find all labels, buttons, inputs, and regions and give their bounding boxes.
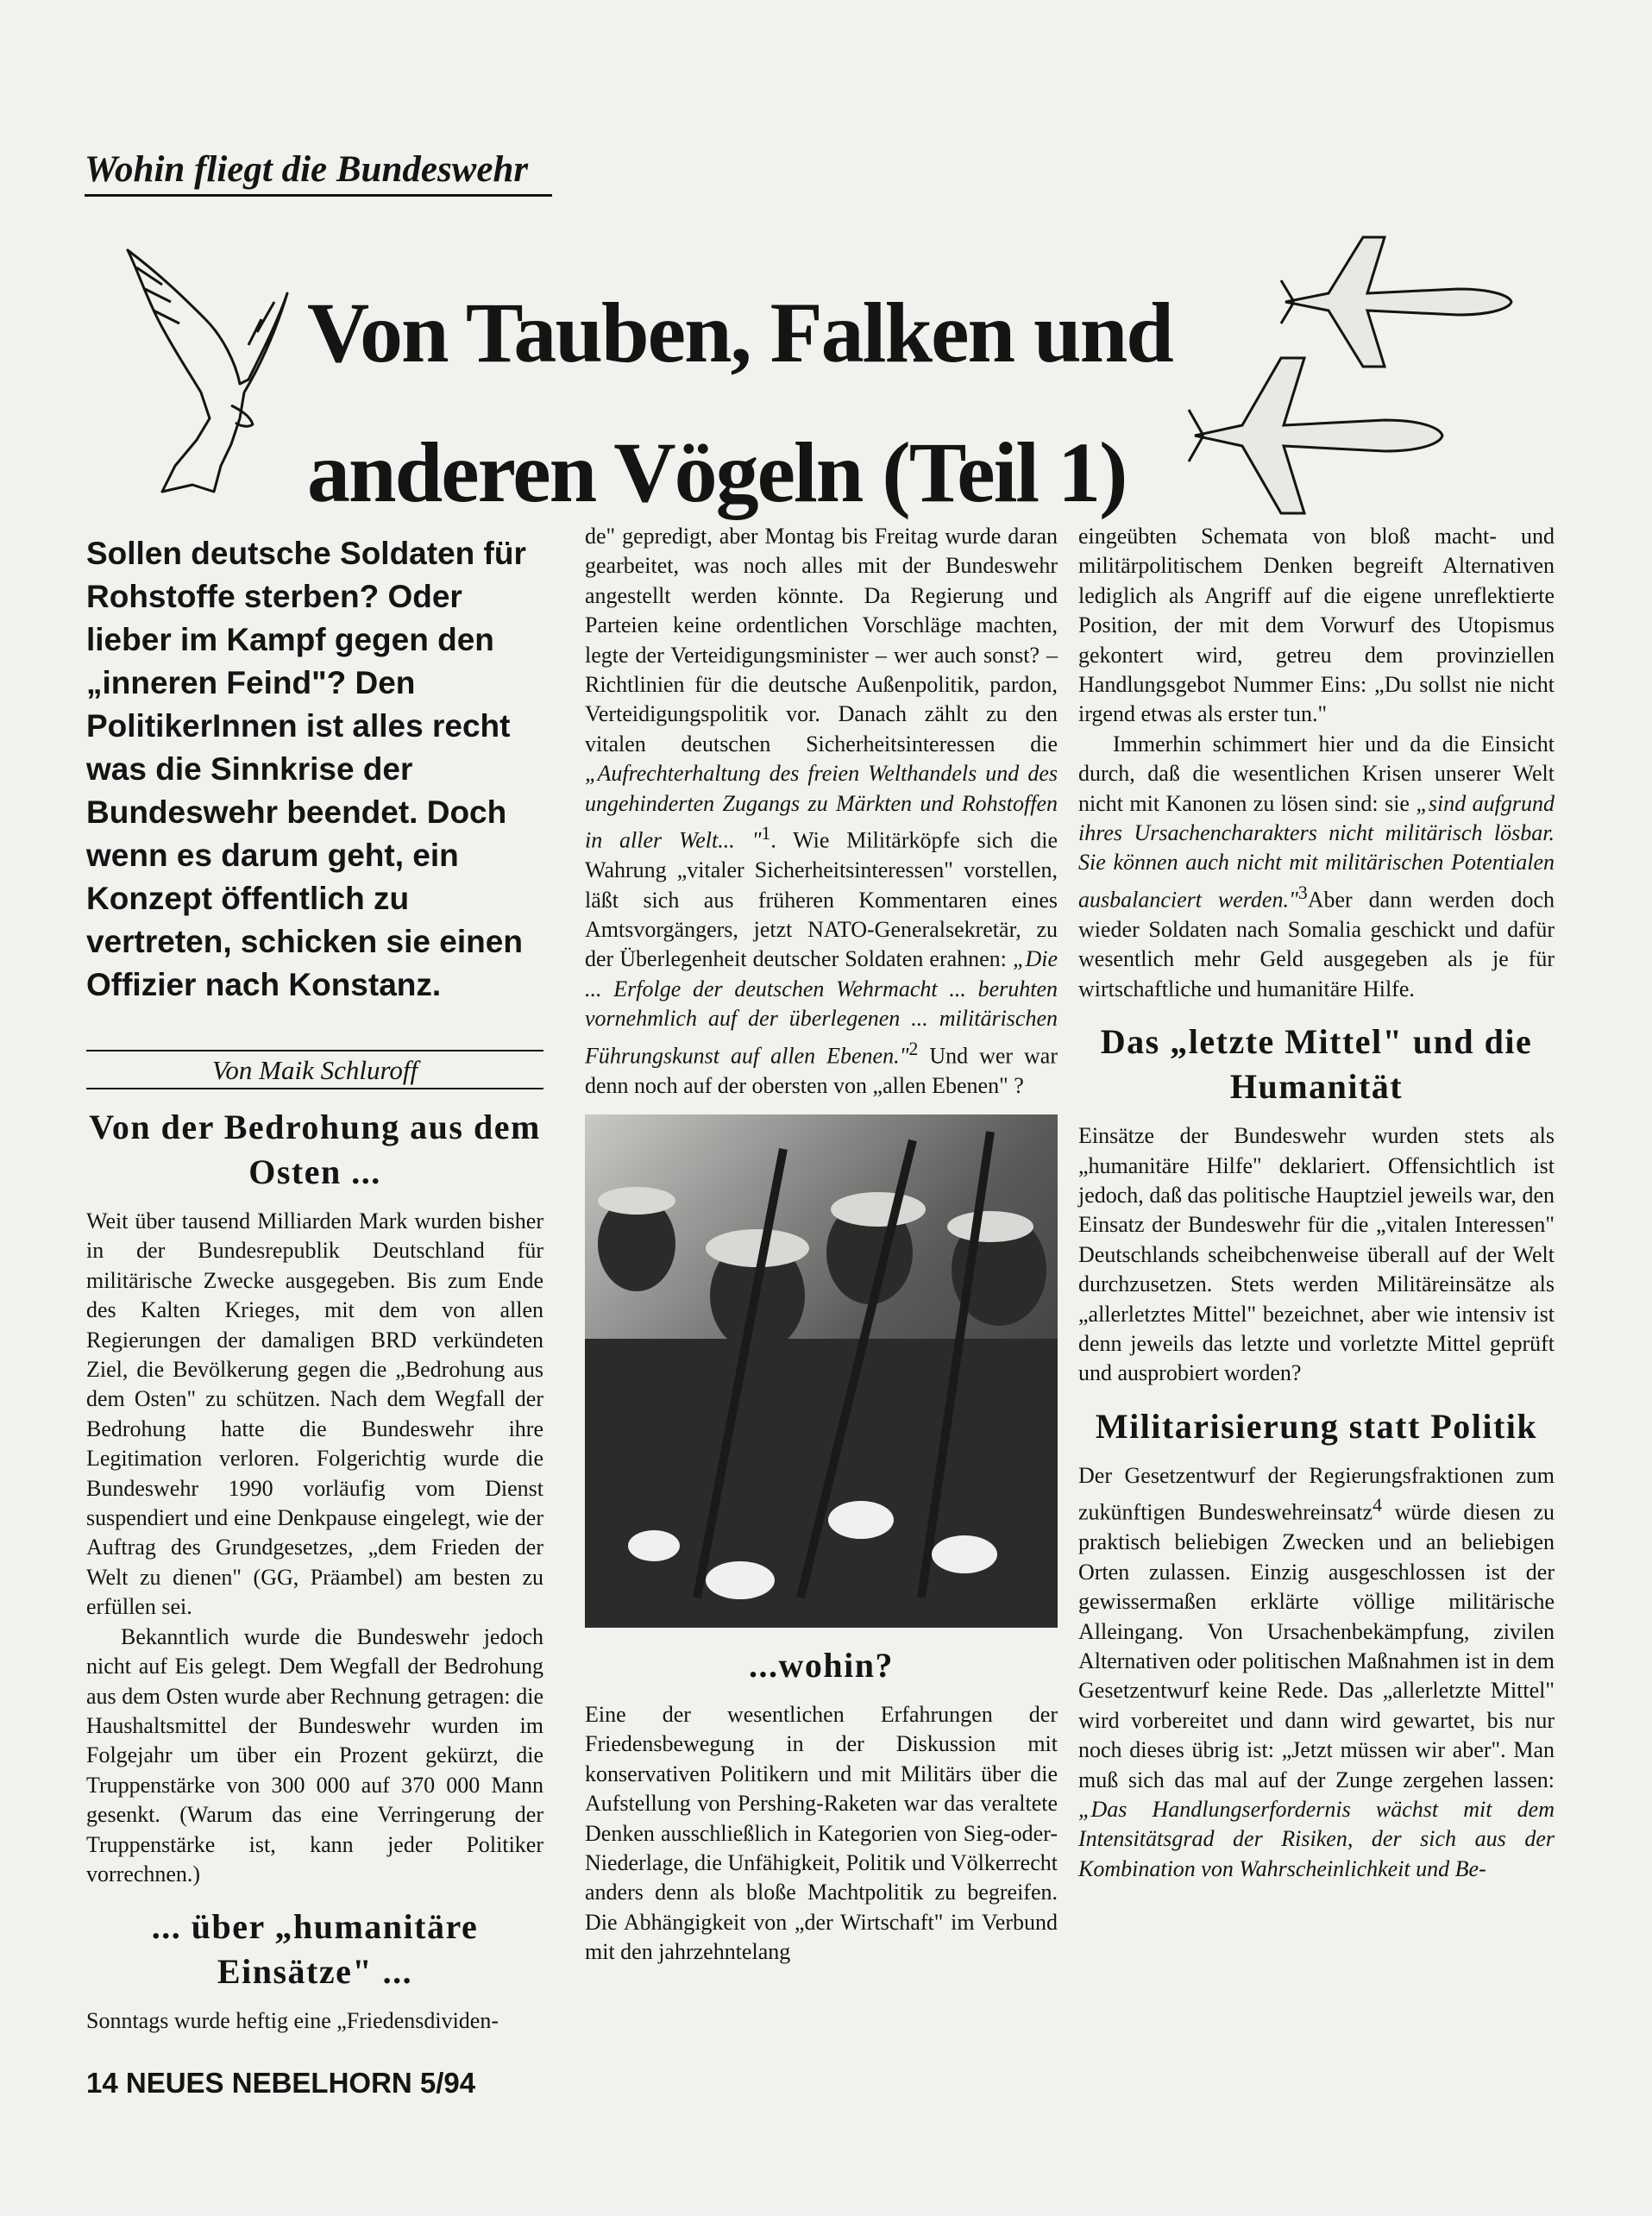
quote: „Aufrechterhaltung des freien Welthandels und des ungehinderten Zugangs zu Märkten und Rohstoffen in aller Welt... " <box>585 761 1058 853</box>
footnote-ref: 2 <box>908 1038 919 1059</box>
subhead-letzte-mittel: Das „letzte Mittel" und die Humanität <box>1100 1022 1533 1107</box>
quote: „sind aufgrund ihres Ursachencharakters nicht militärisch lösbar. Sie können auch nicht mit militärischen Potentialen ausbalanciert werden." <box>1078 790 1555 913</box>
paragraph <box>1078 1461 1555 1884</box>
text: de" gepredigt, aber Montag bis Freitag wurde daran gearbeitet, was noch alles mit der Bundeswehr angestellt werden könnte. Da Regierung und Parteien keine ordentlichen Vorschläge machten, legte der Verteidigungsminister – wer auch sonst? – Richtlinien für die deutsche Außenpolitik, pardon, Verteidigungspolitik vor. Danach zählt zu den vitalen deutschen Sicherheitsinteressen die <box>585 524 1058 756</box>
column-1 <box>86 522 543 2037</box>
paragraph: Weit über tausend Milliarden Mark wurden bisher in der Bundesrepublik Deutschland für militärische Zwecke ausgegeben. Bis zum Ende des Kalten Krieges, mit dem von allen Regierungen der damaligen BRD verkündeten Ziel, die Bevölkerung gegen die „Bedrohung aus dem Osten" zu schützen. Nach dem Wegfall der Bedrohung hatte die Bundeswehr ihre Legitimation verloren. Folgerichtig wurde die Bundeswehr 1990 vorläufig vom Dienst suspendiert und eine Denkpause eingelegt, wie der Auftrag des Grundgesetzes, „dem Frieden der Welt zu dienen" (GG, Präambel) am besten zu erfüllen sei. <box>86 1208 543 1620</box>
airplane-icon <box>1182 341 1449 522</box>
byline: Von Maik Schluroff <box>86 1052 543 1089</box>
soldiers-photo <box>585 1114 1058 1628</box>
column-2 <box>585 522 1058 1968</box>
footnote-ref: 1 <box>761 823 771 844</box>
subhead-wohin: ...wohin? <box>749 1646 894 1686</box>
text: Und wer war denn noch auf der obersten von „allen Ebenen" ? <box>585 1043 1058 1098</box>
text: Aber dann werden doch wieder Soldaten nach Somalia geschickt und dafür wesentlich mehr Geld ausgegeben als je für wirtschaftliche und humanitäre Hilfe. <box>1078 887 1555 1001</box>
text: würde diesen zu praktisch beliebigen Zwecken und an beliebigen Orten zulassen. Einzig ausgeschlossen ist der gewissermaßen erklärte völlige militärische Alleingang. Von Ursachenbekämpfung, zivilen Alternativen oder politischen Maßnahmen ist in dem Gesetzentwurf keine Rede. Das „allerletzte Mittel" wird vorbereitet und dann wird gewartet, bis nur noch dieses übrig ist: „Jetzt müssen wir aber". Man muß sich das mal auf der Zunge zergehen lassen: <box>1078 1499 1555 1792</box>
headline <box>307 263 1256 543</box>
footnote-ref: 3 <box>1297 882 1308 903</box>
eagle-icon <box>110 233 309 509</box>
headline-line2: anderen Vögeln (Teil 1) <box>307 424 1127 520</box>
footnote-ref: 4 <box>1372 1495 1382 1516</box>
paragraph: Bekanntlich wurde die Bundeswehr jedoch nicht auf Eis gelegt. Dem Wegfall der Bedrohung aus dem Osten wurde aber Rechnung getragen: die Haushaltsmittel der Bundeswehr wurden im Folgejahr um über ein Prozent gekürzt, die Truppenstärke von 300 000 auf 370 000 Mann gesenkt. (Warum das eine Verringerung der Truppenstärke ist, kann jeder Politiker vorrechnen.) <box>86 1623 543 1886</box>
subhead-bedrohung: Von der Bedrohung aus dem Osten ... <box>89 1108 541 1191</box>
lead-paragraph: Sollen deutsche Soldaten für Rohstoffe sterben? Oder lieber im Kampf gegen den „inneren Feind"? Den PolitikerInnen ist alles recht was die Sinnkrise der Bundeswehr beendet. Doch wenn es darum geht, ein Konzept öffentlich zu vertreten, schicken sie einen Offizier nach Konstanz. <box>86 536 526 1002</box>
paragraph <box>1078 730 1555 1004</box>
subhead-humanitaere-einsaetze: ... über „humanitäre Einsätze" ... <box>151 1907 479 1992</box>
headline-line1: Von Tauben, Falken und <box>307 285 1172 380</box>
text: . Wie Militärköpfe sich die Wahrung „vitaler Sicherheitsinteressen" vorstellen, läßt sich aus früheren Kommentaren eines Amtsvorgängers, jetzt NATO-Generalsekretär, zu der Überlegenheit deutscher Soldaten erahnen: <box>585 827 1058 972</box>
page-footer: 14 NEUES NEBELHORN 5/94 <box>86 2067 476 2099</box>
paragraph: eingeübten Schemata von bloß macht- und militärpolitischem Denken begreift Alternativen lediglich als Angriff auf die eigene unreflektierte Position, der mit dem Vorwurf des Utopismus gekontert wird, getreu dem provinziellen Handlungsgebot Nummer Eins: „Du sollst nie nicht irgend etwas als erster tun." <box>1078 524 1555 727</box>
paragraph <box>585 522 1058 1101</box>
paragraph: Sonntags wurde heftig eine „Friedensdividen- <box>86 2008 499 2034</box>
paragraph: Eine der wesentlichen Erfahrungen der Friedensbewegung in der Diskussion mit konservativen Politikern und mit Militärs über die Aufstellung von Pershing-Raketen war das veraltete Denken ausschließlich in Kategorien von Sieg-oder-Niederlage, die Unfähigkeit, Politik und Völkerrecht anders denn als bloße Machtpolitik zu begreifen. Die Abhängigkeit von „der Wirtschaft" im Verbund mit den jahrzehntelang <box>585 1702 1058 1965</box>
paragraph: Einsätze der Bundeswehr wurden stets als „humanitäre Hilfe" deklariert. Offensichtlich ist jedoch, daß das politische Hauptziel jeweils war, den Einsatz der Bundeswehr für die „vitalen Interessen" Deutschlands scheibchenweise überall auf der Welt durchzusetzen. Stets werden Militäreinsätze als „allerletztes Mittel" bezeichnet, aber wie intensiv ist denn jeweils das letzte und vorletzte Mittel geprüft und ausprobiert worden? <box>1078 1123 1555 1386</box>
quote: „Das Handlungserfordernis wächst mit dem Intensitätsgrad der Risiken, der sich aus der Kombination von Wahrscheinlichkeit und Be- <box>1078 1796 1555 1881</box>
text: Der Gesetzentwurf der Regierungsfraktionen zum zukünftigen Bundeswehreinsatz <box>1078 1462 1555 1525</box>
quote: „Die ... Erfolge der deutschen Wehrmacht ... beruhten vornehmlich auf der überlegenen ... militärischen Führungskunst auf allen Ebenen." <box>585 946 1058 1069</box>
section-tag: Wohin fliegt die Bundeswehr <box>85 148 552 197</box>
text: Immerhin schimmert hier und da die Einsicht durch, daß die wesentlichen Krisen unserer Welt nicht mit Kanonen zu lösen sind: sie <box>1078 731 1555 816</box>
column-3 <box>1078 522 1555 1884</box>
subhead-militarisierung: Militarisierung statt Politik <box>1095 1406 1538 1446</box>
